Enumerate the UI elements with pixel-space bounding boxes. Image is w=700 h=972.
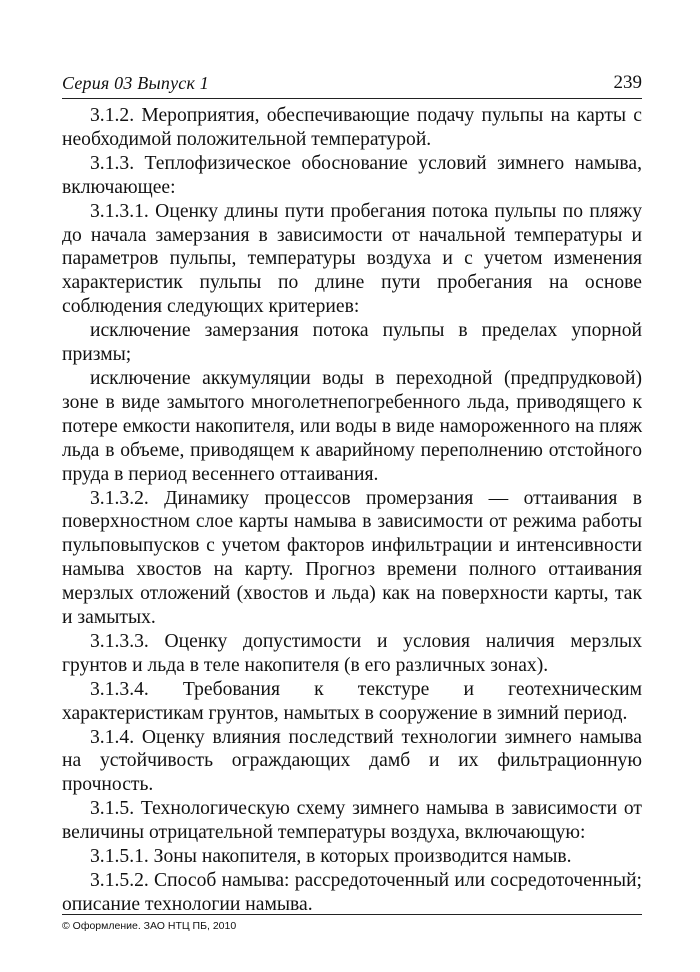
paragraph-3-1-3-3: 3.1.3.3. Оценку допустимости и условия наличия мерзлых грунтов и льда в теле накопителя (в его различных зонах). <box>62 630 642 676</box>
footer-copyright: © Оформление. ЗАО НТЦ ПБ, 2010 <box>62 920 237 932</box>
running-header <box>62 72 642 99</box>
paragraph-3-1-5: 3.1.5. Технологическую схему зимнего намыва в зависимости от величины отрицательной температуры воздуха, включающую: <box>62 798 642 844</box>
document-body <box>62 104 642 917</box>
page-number: 239 <box>613 72 642 93</box>
paragraph-3-1-4: 3.1.4. Оценку влияния последствий технологии зимнего намыва на устойчивость ограждающих дамб и их фильтрационную прочность. <box>62 726 642 796</box>
paragraph-3-1-3: 3.1.3. Теплофизическое обоснование условий зимнего намыва, включающее: <box>62 152 642 198</box>
criterion-item-2: исключение аккумуляции воды в переходной (предпрудковой) зоне в виде замытого многолетнепогребенного льда, приводящего к потере емкости накопителя, или воды в виде намороженного на пляж льда в объеме, приводящем к аварийному переполнению отстойного пруда в период весеннего оттаивания. <box>62 367 642 485</box>
series-title: Серия 03 Выпуск 1 <box>62 73 209 93</box>
paragraph-3-1-5-2: 3.1.5.2. Способ намыва: рассредоточенный или сосредоточенный; описание технологии намыва. <box>62 870 642 915</box>
paragraph-3-1-5-1: 3.1.5.1. Зоны накопителя, в которых производится намыв. <box>90 846 572 868</box>
paragraph-3-1-3-4: 3.1.3.4. Требования к текстуре и геотехническим характеристикам грунтов, намытых в сооружение в зимний период. <box>62 678 642 724</box>
paragraph-3-1-3-2: 3.1.3.2. Динамику процессов промерзания — оттаивания в поверхностном слое карты намыва в зависимости от режима работы пульповыпусков с учетом факторов инфильтрации и интенсивности намыва хвостов на карту. Прогноз времени полного оттаивания мерзлых отложений (хвостов и льда) как на поверхности карты, так и замытых. <box>62 487 642 629</box>
footer-divider <box>62 914 642 915</box>
paragraph-3-1-2: 3.1.2. Мероприятия, обеспечивающие подачу пульпы на карты с необходимой положительной температурой. <box>62 105 642 150</box>
paragraph-3-1-3-1: 3.1.3.1. Оценку длины пути пробегания потока пульпы по пляжу до начала замерзания в зависимости от начальной температуры и параметров пульпы, температуры воздуха и с учетом изменения характеристик пульпы по длине пути пробегания на основе соблюдения следующих критериев: <box>62 200 642 318</box>
criterion-item-1: исключение замерзания потока пульпы в пределах упорной призмы; <box>62 320 642 366</box>
